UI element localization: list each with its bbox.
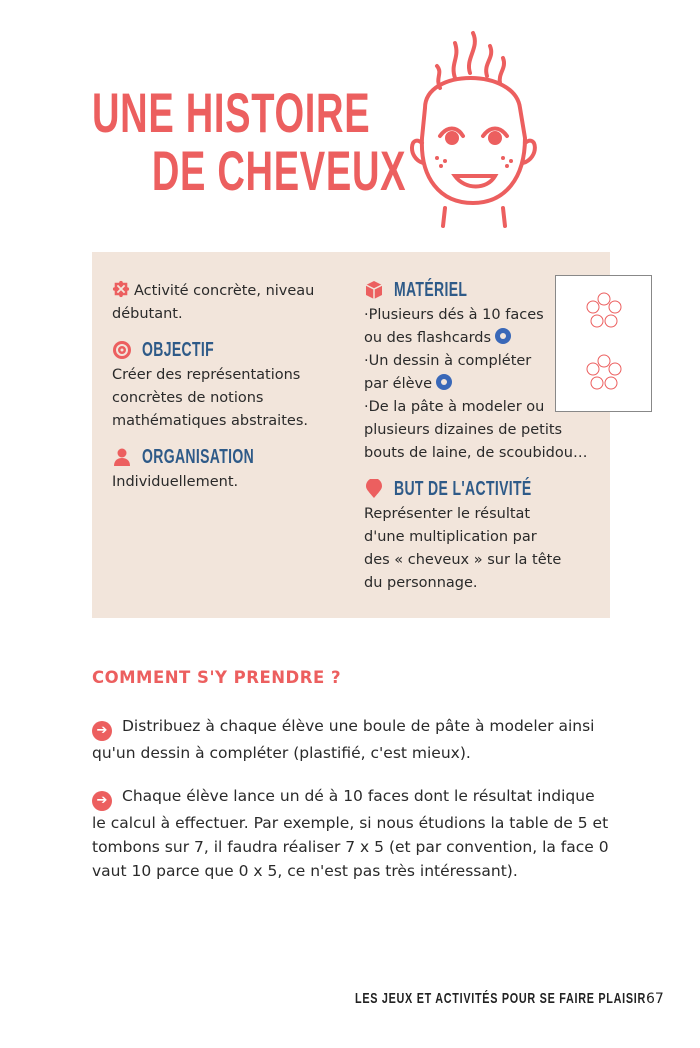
but-text: Représenter le résultat d'une multiplication par des « cheveux » sur la tête du personnage. <box>364 506 562 591</box>
target-icon <box>112 340 132 360</box>
cd-resource-icon <box>495 328 511 344</box>
left-column <box>112 280 342 494</box>
organisation-text: Individuellement. <box>112 474 239 490</box>
materiel-heading: MATÉRIEL <box>394 278 468 301</box>
but-heading: BUT DE L'ACTIVITÉ <box>394 477 532 500</box>
activity-info-box <box>92 252 610 618</box>
section-heading: COMMENT S'Y PRENDRE ? <box>92 668 342 687</box>
title-line-1: UNE HISTOIRE <box>92 81 371 144</box>
step-paragraph <box>92 714 612 765</box>
level-text: Activité concrète, niveau débutant. <box>112 283 315 322</box>
person-icon <box>112 447 132 467</box>
baby-face-illustration <box>395 28 550 228</box>
materiel-item <box>364 304 549 350</box>
step-text: Chaque élève lance un dé à 10 faces dont le résultat indique le calcul à effectuer. Par exemple, si nous étudions la table de 5 et tombons sur 7, il faudra réaliser 7 x 5 (et par convention, la face 0 vaut 10 parce que 0 x 5, ce n'est pas très intéressant). <box>92 787 609 880</box>
step-paragraph <box>92 784 612 883</box>
cd-resource-icon <box>436 374 452 390</box>
materiel-item-text: ·Un dessin à compléter par élève <box>364 353 532 392</box>
arrow-right-icon: ➔ <box>92 721 112 741</box>
objectif-heading: OBJECTIF <box>142 338 215 361</box>
box-icon <box>364 280 384 300</box>
title-line-2: DE CHEVEUX <box>151 139 407 202</box>
organisation-heading: ORGANISATION <box>142 445 255 468</box>
page-title <box>92 81 407 202</box>
materiel-item-text: ·Plusieurs dés à 10 faces ou des flashcards <box>364 307 544 346</box>
objectif-text: Créer des représentations concrètes de notions mathématiques abstraites. <box>112 367 308 429</box>
running-title: LES JEUX ET ACTIVITÉS POUR SE FAIRE PLAISIR <box>355 990 647 1007</box>
worksheet-thumbnail <box>555 275 652 412</box>
puzzle-icon <box>112 280 130 298</box>
arrow-right-icon: ➔ <box>92 791 112 811</box>
map-pin-icon <box>364 479 384 499</box>
materiel-item <box>364 350 549 396</box>
step-text: Distribuez à chaque élève une boule de pâte à modeler ainsi qu'un dessin à compléter (plastifié, c'est mieux). <box>92 717 595 762</box>
page-number: 67 <box>646 991 664 1007</box>
materiel-item: ·De la pâte à modeler ou plusieurs dizaines de petits bouts de laine, de scoubidou… <box>364 399 588 461</box>
